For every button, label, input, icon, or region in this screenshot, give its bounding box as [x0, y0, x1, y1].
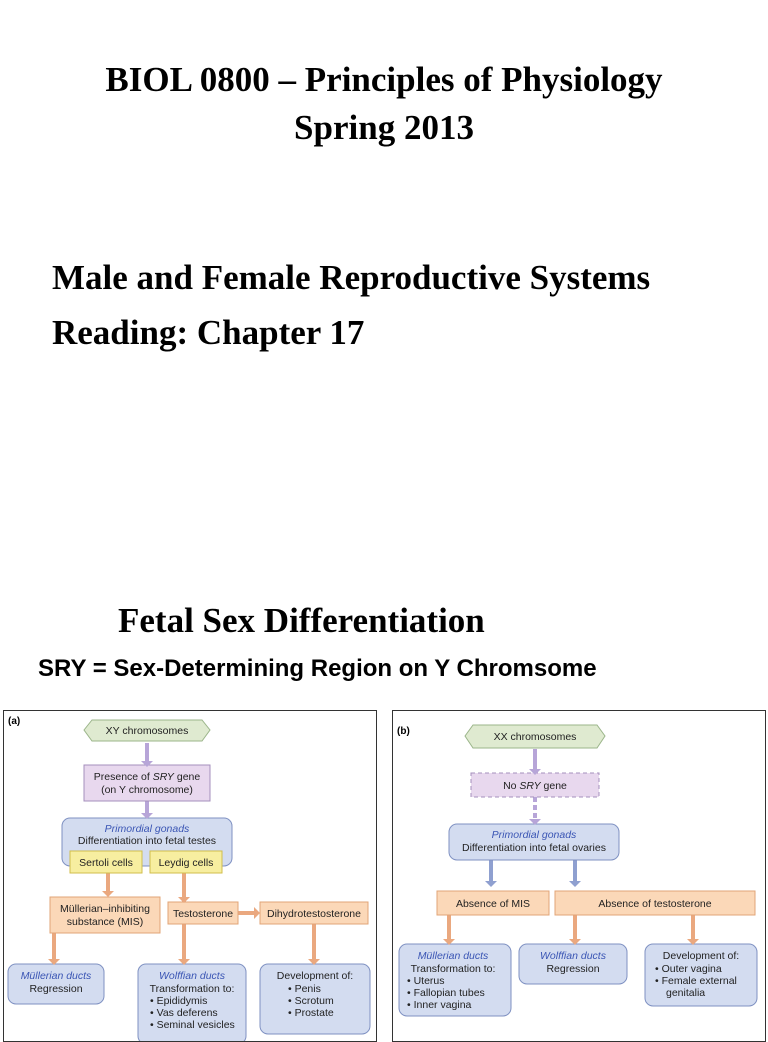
mullerian-ducts-text-b: Transformation to:	[410, 963, 496, 975]
primordial-gonads-label: Primordial gonads	[104, 823, 190, 835]
wolffian-item-2: • Vas deferens	[150, 1007, 218, 1019]
development-male-item-2: • Scrotum	[288, 995, 334, 1007]
xx-chromosomes-text: XX chromosomes	[493, 731, 577, 743]
diagram-male	[4, 711, 376, 1041]
development-female-item-3: genitalia	[666, 987, 706, 999]
development-female-item-2: • Female external	[655, 975, 737, 987]
sry-gene-text-line1: Presence of SRY gene	[93, 771, 201, 783]
primordial-gonads-label-b: Primordial gonads	[491, 829, 577, 841]
panel-label-b: (b)	[397, 726, 410, 737]
development-male-item-1: • Penis	[288, 983, 321, 995]
wolffian-ducts-text-b: Regression	[546, 963, 600, 975]
arrow-heads-duct-b	[485, 881, 581, 887]
testosterone-text: Testosterone	[172, 908, 234, 920]
mis-text-line1: Müllerian–inhibiting	[60, 903, 150, 915]
diagram-male-panel	[3, 710, 377, 1042]
course-term: Spring 2013	[294, 108, 474, 147]
primordial-gonads-text-b: Differentiation into fetal ovaries	[462, 842, 606, 854]
development-male-item-3: • Prostate	[288, 1007, 334, 1019]
mullerian-item-2: • Fallopian tubes	[407, 987, 485, 999]
primordial-gonads-text: Differentiation into fetal testes	[77, 835, 217, 847]
hormone-connectors-b	[449, 915, 693, 941]
wolffian-ducts-label: Wolffian ducts	[159, 970, 225, 982]
wolffian-ducts-label-b: Wolffian ducts	[540, 950, 606, 962]
duct-connectors-b	[491, 859, 575, 883]
mullerian-ducts-text: Regression	[29, 983, 83, 995]
wolffian-item-3: • Seminal vesicles	[150, 1019, 235, 1031]
panel-label-a: (a)	[8, 716, 21, 727]
no-sry-gene-text: No SRY gene	[503, 780, 567, 792]
section-subtitle: SRY = Sex-Determining Region on Y Chromsome	[38, 655, 597, 682]
diagram-female	[393, 711, 765, 1041]
reading-assignment: Reading: Chapter 17	[52, 313, 365, 352]
absence-mis-text: Absence of MIS	[455, 898, 531, 910]
topic-title: Male and Female Reproductive Systems	[52, 258, 651, 297]
mullerian-ducts-label-b: Müllerian ducts	[417, 950, 489, 962]
diagram-female-panel	[392, 710, 766, 1042]
absence-testosterone-text: Absence of testosterone	[598, 898, 712, 910]
mullerian-item-3: • Inner vagina	[407, 999, 472, 1011]
mullerian-item-1: • Uterus	[407, 975, 445, 987]
course-title: BIOL 0800 – Principles of Physiology	[105, 60, 663, 99]
sry-gene-text-line2: (on Y chromosome)	[101, 784, 193, 796]
mis-text-line2: substance (MIS)	[66, 916, 144, 928]
wolffian-item-1: • Epididymis	[150, 995, 208, 1007]
wolffian-ducts-text: Transformation to:	[149, 983, 235, 995]
dht-text: Dihydrotestosterone	[267, 908, 361, 920]
leydig-cells-text: Leydig cells	[158, 857, 214, 869]
section-title: Fetal Sex Differentiation	[118, 601, 485, 640]
development-female-item-1: • Outer vagina	[655, 963, 722, 975]
development-female-label: Development of:	[662, 950, 740, 962]
sertoli-cells-text: Sertoli cells	[79, 857, 133, 869]
mullerian-ducts-label: Müllerian ducts	[20, 970, 92, 982]
xy-chromosomes-text: XY chromosomes	[105, 725, 189, 737]
development-male-label: Development of:	[276, 970, 354, 982]
